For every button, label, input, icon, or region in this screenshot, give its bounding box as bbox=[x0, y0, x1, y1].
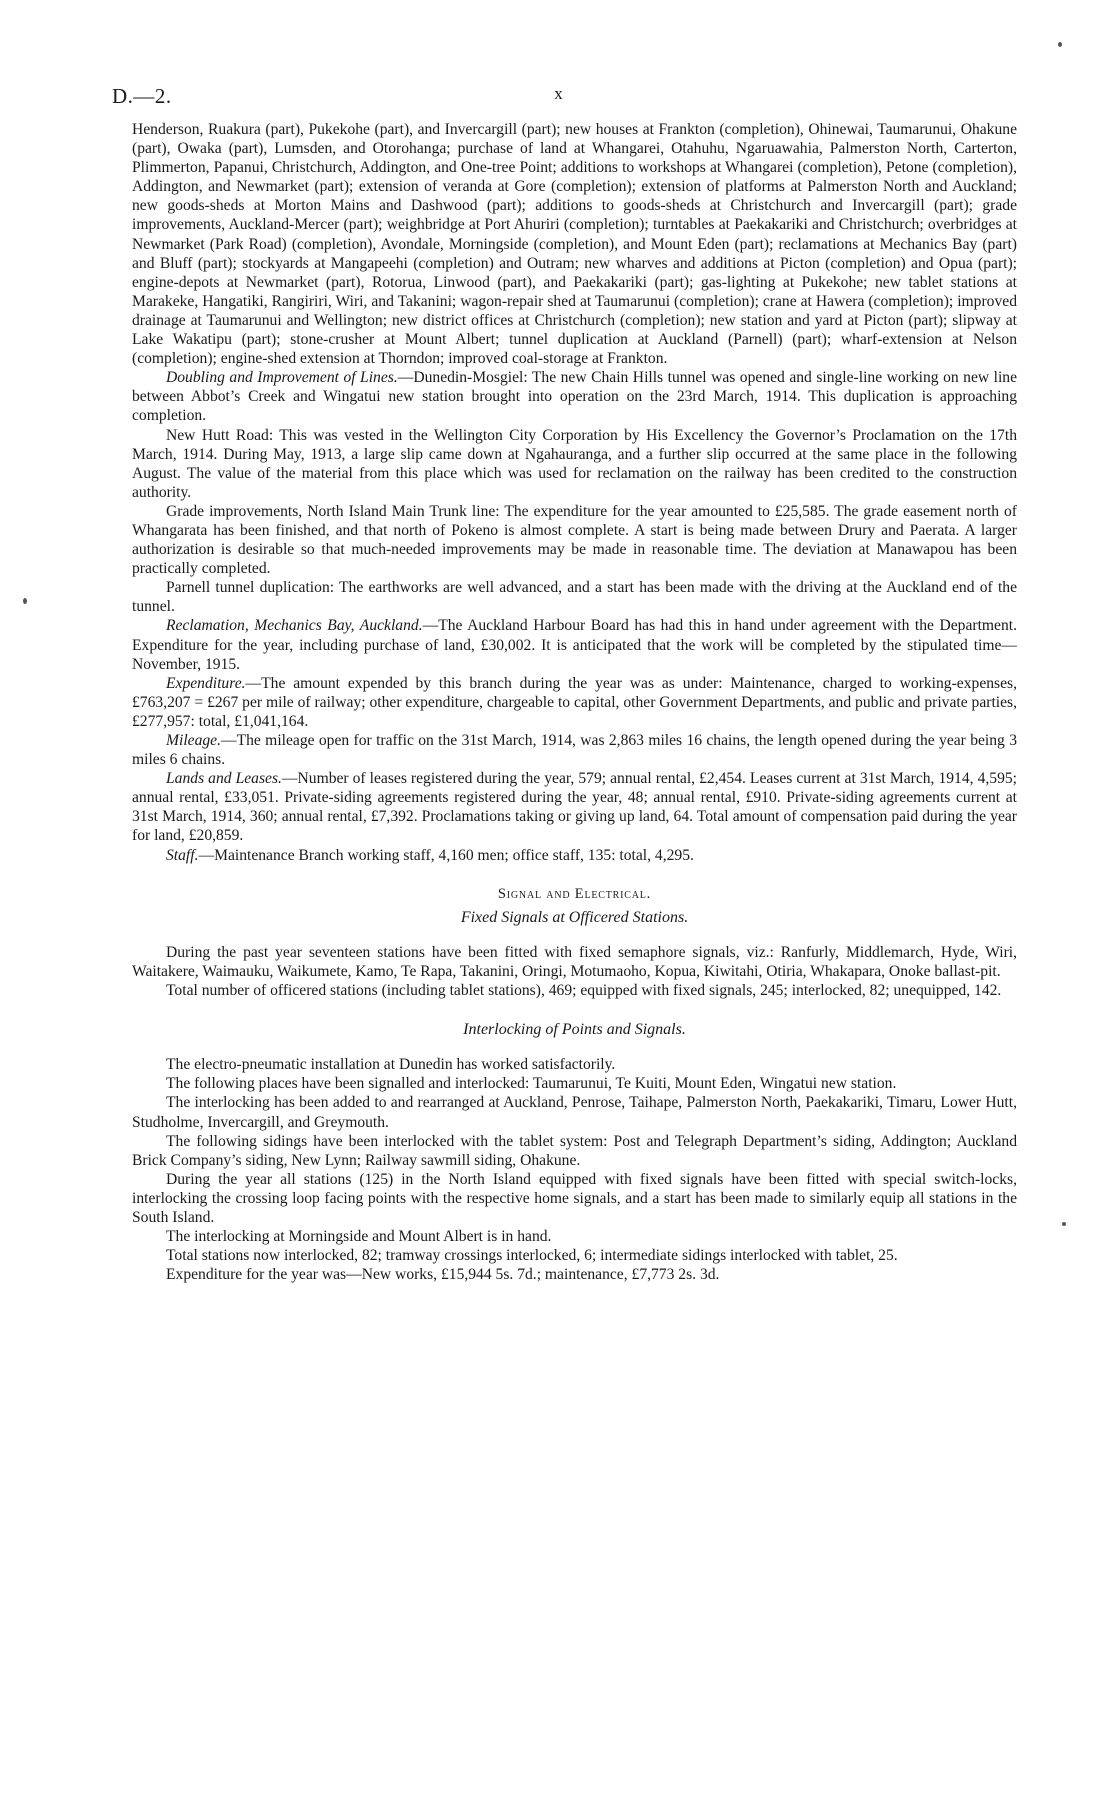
paragraph-expenditure bbox=[132, 674, 1017, 731]
paragraph-text: Henderson, Ruakura (part), Pukekohe (part), and Invercargill (part); new houses at Frankton (completion), Ohinewai, Taumarunui, Ohakune (part), Owaka (part), Lumsden, and Otorohanga; purchase of land at Whangarei, Otahuhu, Ngaruawahia, Palmerston North, Carterton, Plimmerton, Papanui, Christchurch, Addington, and One-tree Point; additions to workshops at Whangarei (completion), Petone (completion), Addington, and Newmarket (part); extension of veranda at Gore (completion); extension of platforms at Palmerston North and Auckland; new goods-sheds at Morton Mains and Dashwood (part); additions to goods-sheds at Christchurch and Invercargill (part); grade improvements, Auckland-Mercer (part); weighbridge at Port Ahuriri (completion); turntables at Paekakariki and Christchurch; overbridges at Newmarket (Park Road) (completion), Avondale, Morningside (completion), and Mount Eden (part); reclamations at Mechanics Bay (part) and Bluff (part); stockyards at Mangapeehi (completion) and Outram; new wharves and additions at Picton (completion) and Opua (part); engine-depots at Newmarket (part), Rotorua, Linwood (part), and Paekakariki (part); gas-lighting at Pukekohe; new tablet stations at Marakeke, Hangatiki, Rangiriri, Wiri, and Takanini; wagon-repair shed at Taumarunui (completion); crane at Hawera (completion); improved drainage at Taumarunui and Wellington; new district offices at Christchurch (completion); new station and yard at Picton (part); slipway at Lake Wakatipu (part); stone-crusher at Mount Albert; tunnel duplication at Auckland (Parnell) (part); wharf-extension at Nelson (completion); engine-shed extension at Thorndon; improved coal-storage at Frankton. bbox=[132, 121, 1017, 368]
paragraph-works-list bbox=[132, 120, 1017, 368]
paragraph-text: During the past year seventeen stations have been fitted with fixed semaphore signals, viz.: Ranfurly, Middlemarch, Hyde, Wiri, Waitakere, Waimauku, Waikumete, Kamo, Te Rapa, Takanini, Oringi, Motumaoho, Kopua, Kiwitahi, Otiria, Whakapara, Onoke ballast-pit. bbox=[132, 943, 1017, 980]
scan-speck bbox=[1058, 42, 1062, 47]
paragraph-dunedin bbox=[132, 1055, 1017, 1074]
paragraph-text: —Number of leases registered during the year, 579; annual rental, £2,454. Leases current at 31st March, 1914, 4,595; annual rental, £33,051. Private-siding agreements registered during the year, 48; annual rental, £910. Private-siding agreements current at 31st March, 1914, 360; annual rental, £7,392. Proclamations taking or giving up land, 64. Total amount of compensation paid during the year for land, £20,859. bbox=[132, 770, 1017, 845]
paragraph-text: The following places have been signalled and interlocked: Taumarunui, Te Kuiti, Mount Eden, Wingatui new station. bbox=[166, 1075, 897, 1093]
page-header bbox=[112, 84, 1006, 114]
paragraph-mileage bbox=[132, 731, 1017, 769]
paragraph-semaphore-stations bbox=[132, 943, 1017, 981]
paragraph-text: During the year all stations (125) in the North Island equipped with fixed signals have been fitted with special switch-locks, interlocking the crossing loop facing points with the respective home signals, and a start has been made to similarly equip all stations in the South Island. bbox=[132, 1170, 1017, 1226]
paragraph-lead: Lands and Leases. bbox=[166, 770, 282, 788]
paragraph-text: The electro-pneumatic installation at Dunedin has worked satisfactorily. bbox=[166, 1056, 616, 1074]
paragraph-text: Total number of officered stations (including tablet stations), 469; equipped with fixed signals, 245; interlocked, 82; unequipped, 142. bbox=[166, 982, 1002, 1000]
paragraph-text: —The mileage open for traffic on the 31st March, 1914, was 2,863 miles 16 chains, the length opened during the year being 3 miles 6 chains. bbox=[132, 732, 1017, 769]
paragraph-text: New Hutt Road: This was vested in the Wellington City Corporation by His Excellency the Governor’s Proclamation on the 17th March, 1914. During May, 1913, a large slip came down at Ngahauranga, and a further slip occurred at the same place in the following August. The value of the material from this place which was used for reclamation on the railway has been credited to the construction authority. bbox=[132, 426, 1017, 501]
paragraph-doubling bbox=[132, 368, 1017, 425]
paragraph-signalled-places bbox=[132, 1074, 1017, 1093]
body-text bbox=[132, 120, 1017, 1284]
paragraph-in-hand bbox=[132, 1227, 1017, 1246]
paragraph-signal-expenditure bbox=[132, 1265, 1017, 1284]
paragraph-staff bbox=[132, 846, 1017, 865]
paragraph-parnell-tunnel bbox=[132, 578, 1017, 616]
section-heading: Signal and Electrical. bbox=[497, 885, 652, 902]
paragraph-hutt-road bbox=[132, 426, 1017, 502]
paragraph-text: The interlocking has been added to and rearranged at Auckland, Penrose, Taihape, Palmerston North, Paekakariki, Timaru, Lower Hutt, Studholme, Invercargill, and Greymouth. bbox=[132, 1094, 1017, 1131]
paragraph-text: Grade improvements, North Island Main Trunk line: The expenditure for the year amounted to £25,585. The grade easement north of Whangarata has been finished, and that north of Pokeno is almost complete. A start is being made between Drury and Paerata. A larger authorization is desirable so that much-needed improvements may be made in reasonable time. The deviation at Manawapou has been practically completed. bbox=[132, 502, 1017, 578]
subsection-heading: Interlocking of Points and Signals. bbox=[463, 1021, 686, 1039]
paragraph-sidings bbox=[132, 1132, 1017, 1170]
paragraph-rearranged bbox=[132, 1093, 1017, 1131]
paragraph-lead: Expenditure. bbox=[166, 674, 246, 692]
paragraph-interlock-totals bbox=[132, 1246, 1017, 1265]
paragraph-lead: Doubling and Improvement of Lines. bbox=[166, 369, 398, 387]
scan-speck bbox=[23, 598, 27, 604]
paragraph-switch-locks bbox=[132, 1170, 1017, 1227]
paragraph-grade-improvements bbox=[132, 502, 1017, 578]
paragraph-reclamation bbox=[132, 616, 1017, 673]
document-reference: D.—2. bbox=[112, 84, 172, 108]
paragraph-text: —Dunedin-Mosgiel: The new Chain Hills tunnel was opened and single-line working on new line between Abbot’s Creek and Wingatui new station brought into operation on the 23rd March, 1914. This duplication is approaching completion. bbox=[132, 369, 1017, 425]
paragraph-text: Parnell tunnel duplication: The earthworks are well advanced, and a start has been made with the driving at the Auckland end of the tunnel. bbox=[132, 579, 1017, 616]
paragraph-lead: Reclamation, Mechanics Bay, Auckland. bbox=[166, 617, 423, 635]
subsection-heading: Fixed Signals at Officered Stations. bbox=[460, 908, 689, 926]
paragraph-text: —Maintenance Branch working staff, 4,160 men; office staff, 135: total, 4,295. bbox=[198, 846, 694, 864]
paragraph-station-totals bbox=[132, 981, 1017, 1000]
paragraph-lead: Staff. bbox=[166, 846, 199, 864]
paragraph-lands-leases bbox=[132, 769, 1017, 845]
paragraph-lead: Mileage. bbox=[166, 732, 221, 749]
paragraph-text: The following sidings have been interlocked with the tablet system: Post and Telegraph Department’s siding, Addington; Auckland Brick Company’s siding, New Lynn; Railway sawmill siding, Ohakune. bbox=[132, 1132, 1017, 1169]
paragraph-text: The interlocking at Morningside and Mount Albert is in hand. bbox=[166, 1228, 552, 1246]
paragraph-text: Total stations now interlocked, 82; tramway crossings interlocked, 6; intermediate sidings interlocked with tablet, 25. bbox=[166, 1247, 898, 1265]
paragraph-text: Expenditure for the year was—New works, £15,944 5s. 7d.; maintenance, £7,773 2s. 3d. bbox=[166, 1266, 720, 1284]
paragraph-text: —The Auckland Harbour Board has had this in hand under agreement with the Department. Expenditure for the year, including purchase of land, £30,002. It is anticipated that the work will be completed by the stipulated time—November, 1915. bbox=[132, 617, 1017, 673]
paragraph-text: —The amount expended by this branch during the year was as under: Maintenance, charged to working-expenses, £763,207 = £267 per mile of railway; other expenditure, chargeable to capital, other Government Departments, and public and private parties, £277,957: total, £1,041,164. bbox=[132, 674, 1017, 730]
scan-speck bbox=[1062, 1222, 1066, 1226]
page-number: x bbox=[554, 84, 564, 103]
